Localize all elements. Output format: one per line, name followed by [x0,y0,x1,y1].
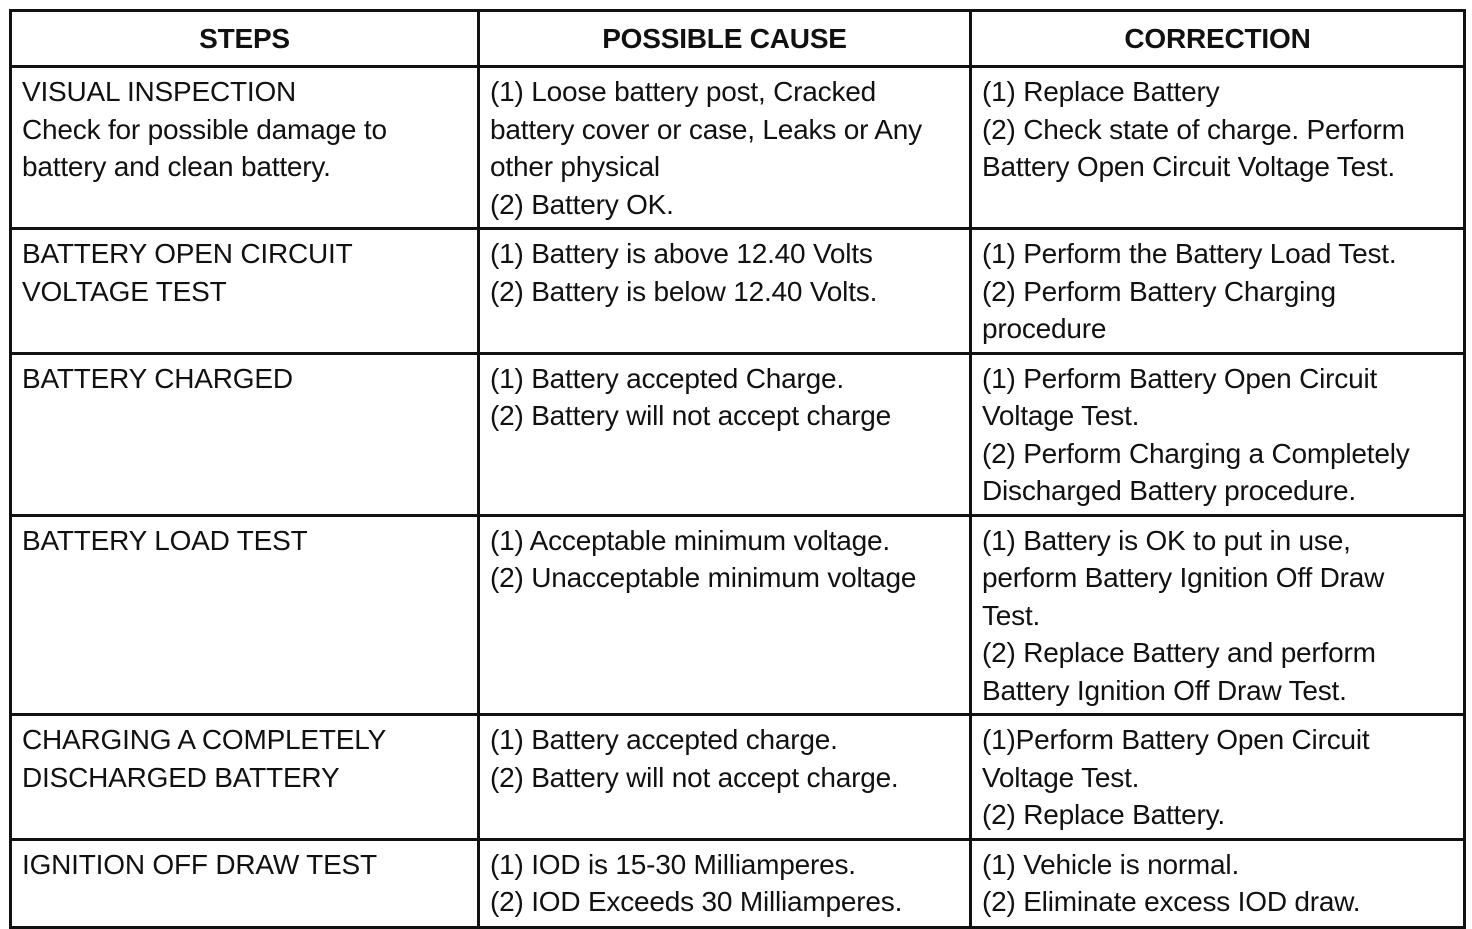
correction-line: (1) Vehicle is normal. [982,848,1240,880]
correction-line: (1) Perform Battery Open Circuit [982,362,1378,394]
cause-line: (2) Battery will not accept charge [490,400,891,431]
correction-line: Battery Open Circuit Voltage Test. [982,151,1395,182]
table-row [11,839,1465,927]
cause-line: (1) IOD is 15-30 Milliamperes. [490,848,856,880]
step-cell [11,715,479,840]
correction-line: Voltage Test. [982,761,1140,793]
cause-line: battery cover or case, Leaks or Any [490,113,922,145]
step-cell [11,839,479,927]
correction-line: Voltage Test. [982,400,1140,431]
cause-cell [479,353,971,515]
table-header-row [11,11,1465,67]
step-line: Check for possible damage to [22,113,387,145]
cause-line: (2) IOD Exceeds 30 Milliamperes. [490,886,903,917]
step-line: BATTERY CHARGED [22,362,293,394]
cause-line: (1) Loose battery post, Cracked [490,76,876,107]
correction-cell [971,839,1465,927]
cause-line: (2) Unacceptable minimum voltage [490,562,917,593]
cause-line: (1) Acceptable minimum voltage. [490,524,890,556]
correction-cell [971,67,1465,229]
step-line: BATTERY OPEN CIRCUIT [22,238,353,269]
correction-line: (2) Perform Battery Charging [982,275,1336,307]
correction-line: (2) Eliminate excess IOD draw. [982,886,1361,917]
step-line: VOLTAGE TEST [22,275,227,307]
cause-cell [479,67,971,229]
step-line: VISUAL INSPECTION [22,76,297,107]
correction-cell [971,515,1465,715]
header-possible-cause: POSSIBLE CAUSE [479,11,971,67]
correction-cell [971,353,1465,515]
correction-line: (2) Check state of charge. Perform [982,113,1405,145]
cause-line: (2) Battery OK. [490,188,674,220]
correction-line: (1)Perform Battery Open Circuit [982,724,1370,755]
step-cell [11,229,479,354]
correction-line: Test. [982,599,1041,631]
battery-diagnosis-table [9,9,1466,929]
step-line: battery and clean battery. [22,151,331,182]
step-cell [11,353,479,515]
correction-line: Discharged Battery procedure. [982,475,1356,506]
correction-cell [971,715,1465,840]
step-line: CHARGING A COMPLETELY [22,724,387,755]
step-line: BATTERY LOAD TEST [22,524,308,556]
cause-line: other physical [490,151,660,182]
correction-line: (2) Replace Battery. [982,799,1225,830]
table-row [11,67,1465,229]
header-steps: STEPS [11,11,479,67]
cause-line: (1) Battery accepted Charge. [490,362,844,394]
table-row [11,715,1465,840]
correction-line: (1) Perform the Battery Load Test. [982,238,1397,269]
cause-cell [479,839,971,927]
cause-cell [479,515,971,715]
table-row [11,353,1465,515]
cause-line: (1) Battery accepted charge. [490,724,838,755]
cause-cell [479,229,971,354]
correction-line: (2) Perform Charging a Completely [982,437,1410,469]
cause-line: (2) Battery is below 12.40 Volts. [490,275,878,307]
correction-line: (1) Replace Battery [982,76,1220,107]
correction-line: procedure [982,313,1107,344]
cause-line: (2) Battery will not accept charge. [490,761,899,793]
correction-line: Battery Ignition Off Draw Test. [982,674,1347,706]
cause-line: (1) Battery is above 12.40 Volts [490,238,873,269]
cause-cell [479,715,971,840]
table-row [11,515,1465,715]
table-row [11,229,1465,354]
step-line: IGNITION OFF DRAW TEST [22,848,377,880]
correction-line: perform Battery Ignition Off Draw [982,562,1385,593]
step-cell [11,67,479,229]
header-correction: CORRECTION [971,11,1465,67]
correction-line: (2) Replace Battery and perform [982,637,1376,668]
step-line: DISCHARGED BATTERY [22,761,340,793]
correction-line: (1) Battery is OK to put in use, [982,524,1351,556]
correction-cell [971,229,1465,354]
step-cell [11,515,479,715]
